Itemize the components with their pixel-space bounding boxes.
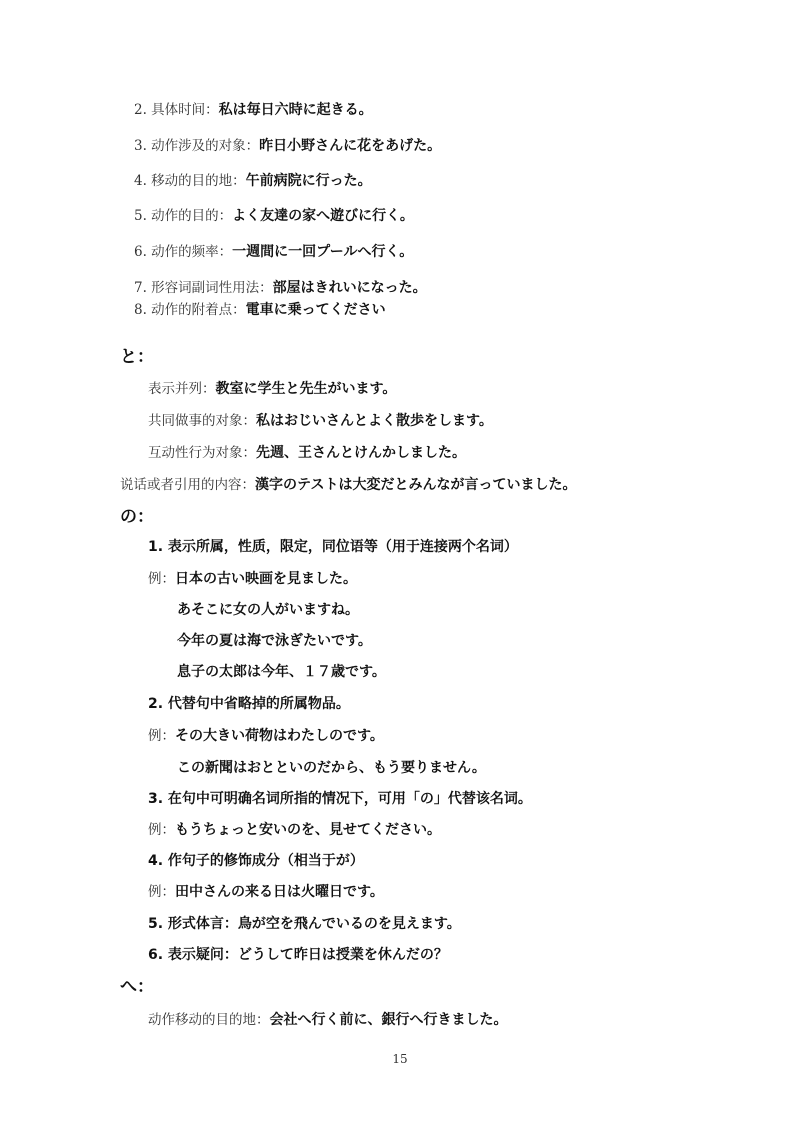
to-item-1-label: 表示并列： xyxy=(148,381,216,397)
he-item-1 xyxy=(148,1011,508,1029)
to-item-2 xyxy=(148,412,493,430)
no-heading: の： xyxy=(120,507,154,527)
to-item-4 xyxy=(120,476,576,494)
no-point-4-example-1-text: 田中さんの来る日は火曜日です。 xyxy=(175,884,384,900)
ni-item-8-label: 8. 动作的附着点： xyxy=(134,302,246,318)
ni-item-2 xyxy=(134,101,373,119)
to-item-1 xyxy=(148,380,396,398)
no-point-3-example-1-text: もうちょっと安いのを、見せてください。 xyxy=(175,822,441,838)
no-point-4-example-label: 例： xyxy=(148,884,175,900)
he-item-1-text: 会社へ行く前に、銀行へ行きました。 xyxy=(269,1012,508,1028)
he-heading: へ： xyxy=(120,977,154,997)
ni-item-4 xyxy=(134,172,372,190)
to-item-4-label: 说话或者引用的内容： xyxy=(120,477,255,493)
ni-item-2-label: 2. 具体时间： xyxy=(134,102,219,118)
ni-item-8 xyxy=(134,301,386,319)
to-item-4-text: 漢字のテストは大変だとみんなが言っていました。 xyxy=(255,477,577,493)
no-point-2-example-2: この新聞はおとといのだから、もう要りません。 xyxy=(177,760,486,776)
ni-item-5-text: よく友達の家へ遊びに行く。 xyxy=(232,208,414,224)
he-item-1-label: 动作移动的目的地： xyxy=(148,1012,270,1028)
page-number: 15 xyxy=(392,1052,408,1066)
to-item-1-text: 教室に学生と先生がいます。 xyxy=(215,381,397,397)
ni-item-5 xyxy=(134,207,414,225)
ni-item-8-text: 電車に乗ってください xyxy=(245,302,386,318)
to-item-2-label: 共同做事的对象： xyxy=(148,413,256,429)
no-point-1-example-4: 息子の太郎は今年、１７歳です。 xyxy=(177,664,386,680)
no-point-1-example-1 xyxy=(148,570,357,588)
ni-item-6-label: 6. 动作的频率： xyxy=(134,244,233,260)
ni-item-7-label: 7. 形容词副词性用法： xyxy=(134,280,273,296)
to-item-3-text: 先週、王さんとけんかしました。 xyxy=(256,445,466,461)
to-item-3-label: 互动性行为对象： xyxy=(148,445,256,461)
no-point-1-example-label: 例： xyxy=(148,571,175,587)
no-point-3-title: 3. 在句中可明确名词所指的情况下，可用「の」代替该名词。 xyxy=(148,791,532,807)
no-point-1-title: 1. 表示所属，性质，限定，同位语等（用于连接两个名词） xyxy=(148,539,518,555)
to-item-3 xyxy=(148,444,466,462)
ni-item-3-label: 3. 动作涉及的对象： xyxy=(134,138,260,154)
to-heading: と： xyxy=(120,347,154,367)
ni-item-4-text: 午前病院に行った。 xyxy=(245,173,372,189)
ni-item-6 xyxy=(134,243,413,261)
ni-item-3 xyxy=(134,137,441,155)
to-item-2-text: 私はおじいさんとよく散歩をします。 xyxy=(256,413,493,429)
no-point-4-example-1 xyxy=(148,883,384,901)
no-point-1-example-1-text: 日本の古い映画を見ました。 xyxy=(175,571,357,587)
ni-item-6-text: 一週間に一回プールへ行く。 xyxy=(232,244,414,260)
ni-item-5-label: 5. 动作的目的： xyxy=(134,208,233,224)
no-point-6-title: 6. 表示疑问：どうして昨日は授業を休んだの？ xyxy=(148,947,448,963)
no-point-1-example-3: 今年の夏は海で泳ぎたいです。 xyxy=(177,633,372,649)
no-point-4-title: 4. 作句子的修饰成分（相当于が） xyxy=(148,853,364,869)
no-point-2-example-label: 例： xyxy=(148,728,175,744)
ni-item-3-text: 昨日小野さんに花をあげた。 xyxy=(259,138,442,154)
ni-item-4-label: 4. 移动的目的地： xyxy=(134,173,246,189)
ni-item-2-text: 私は毎日六時に起きる。 xyxy=(218,102,373,118)
ni-item-7 xyxy=(134,279,427,297)
no-point-2-example-1 xyxy=(148,727,384,745)
no-point-3-example-1 xyxy=(148,821,441,839)
no-point-5-title: 5. 形式体言：鳥が空を飛んでいるのを見えます。 xyxy=(148,916,461,932)
no-point-1-example-2: あそこに女の人がいますね。 xyxy=(177,602,359,618)
no-point-2-example-1-text: その大きい荷物はわたしのです。 xyxy=(175,728,384,744)
no-point-2-title: 2. 代替句中省略掉的所属物品。 xyxy=(148,696,350,712)
ni-item-7-text: 部屋はきれいになった。 xyxy=(272,280,427,296)
no-point-3-example-label: 例： xyxy=(148,822,175,838)
